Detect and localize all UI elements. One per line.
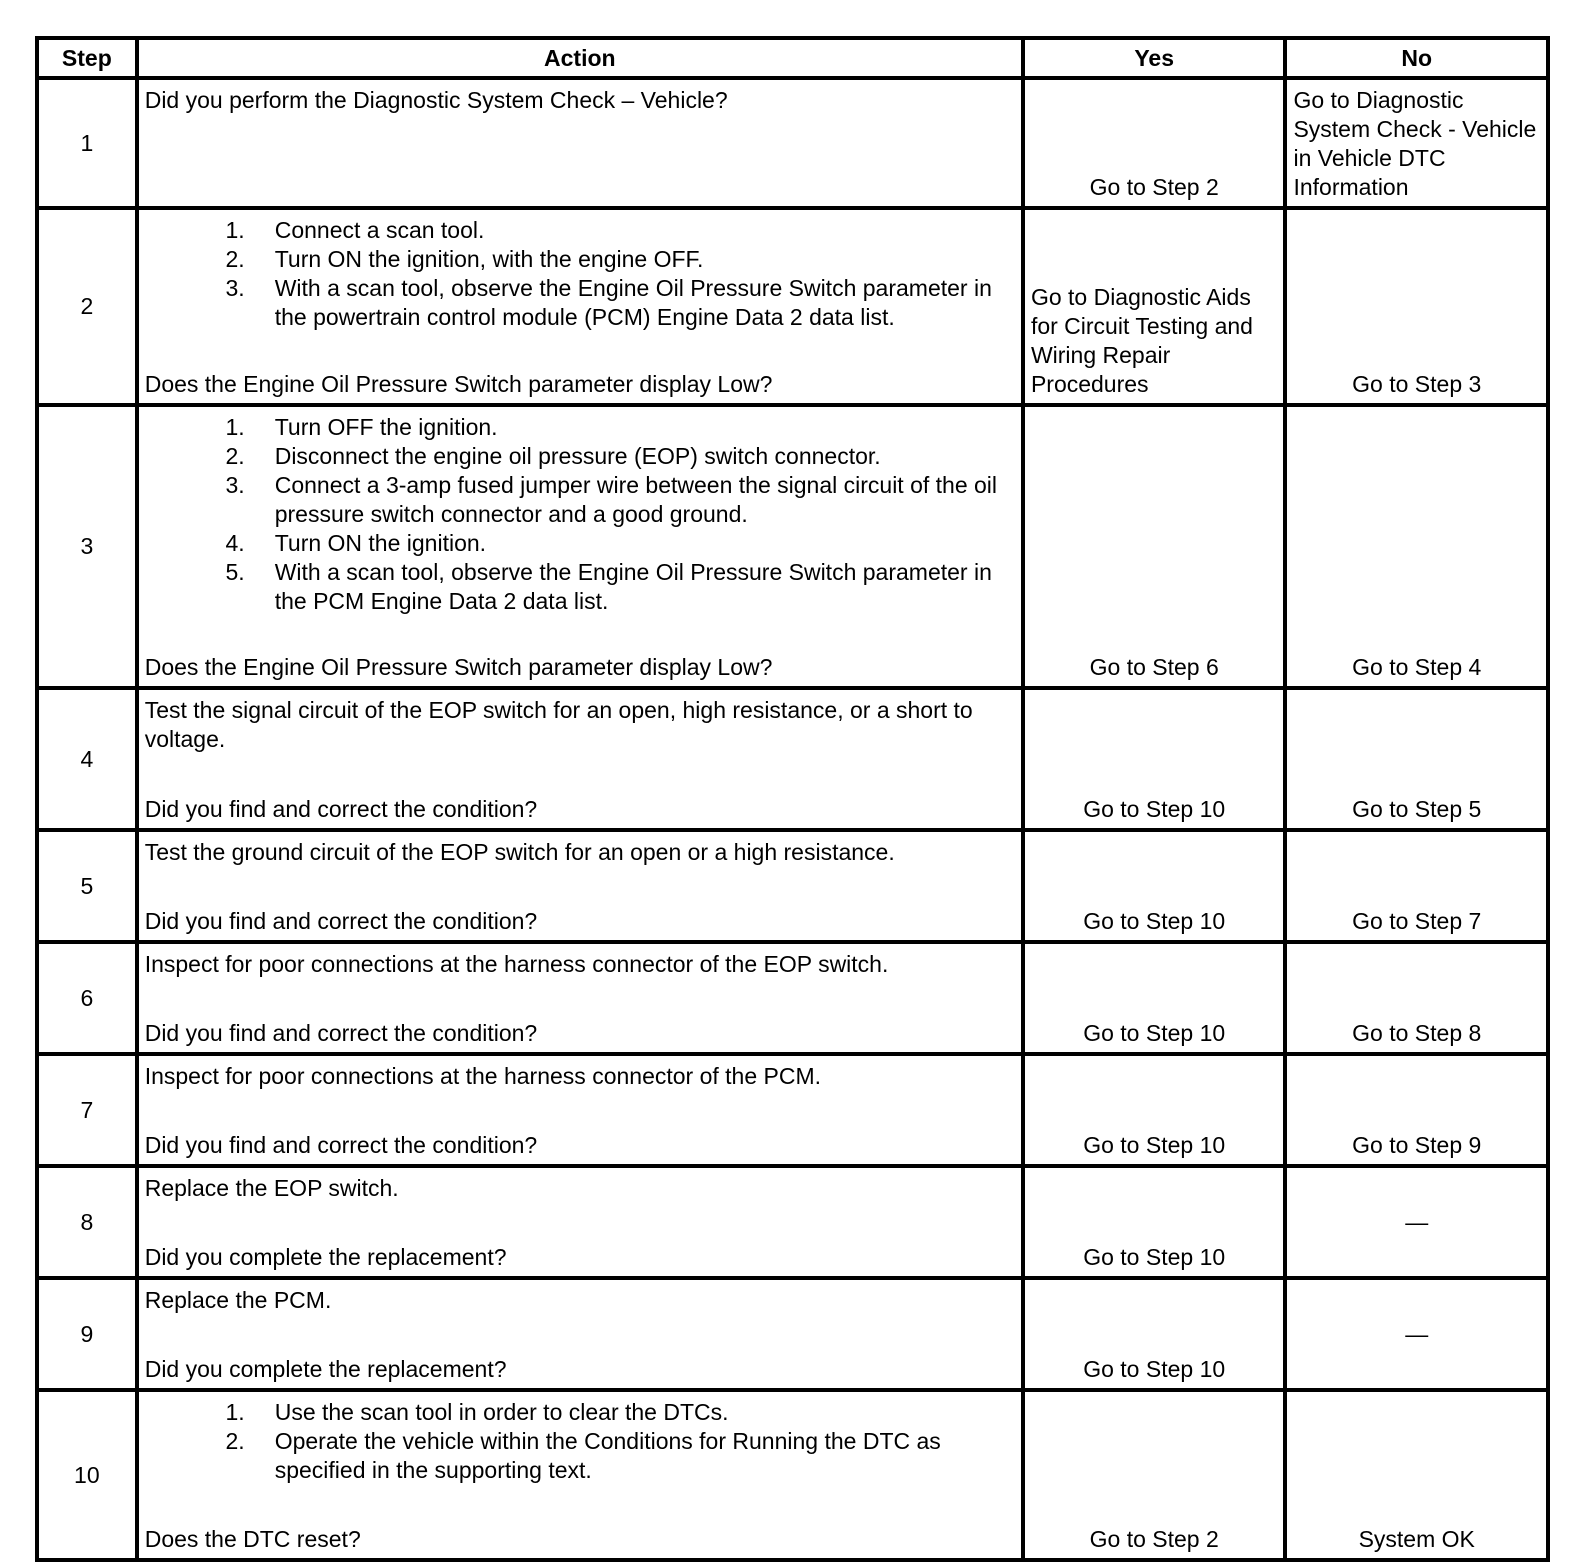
list-item: 2. Turn ON the ignition, with the engine OFF. xyxy=(225,246,704,272)
yes-cell: Go to Step 2 xyxy=(1023,78,1286,208)
action-steps xyxy=(145,216,1015,332)
action-text: Replace the PCM. xyxy=(144,1287,332,1313)
table-row xyxy=(37,830,1548,942)
no-cell: Go to Step 4 xyxy=(1285,405,1548,688)
list-item: 2. Operate the vehicle within the Conditions for Running the DTC as specified in the supporting text. xyxy=(225,1428,941,1483)
table-row xyxy=(37,942,1548,1054)
step-number: 5 xyxy=(37,830,137,942)
action-cell xyxy=(137,208,1023,405)
table-row xyxy=(37,1166,1548,1278)
action-question: Does the Engine Oil Pressure Switch parameter display Low? xyxy=(144,654,773,680)
action-question: Did you find and correct the condition? xyxy=(144,796,538,822)
no-cell: Go to Diagnostic System Check - Vehicle in Vehicle DTC Information xyxy=(1285,78,1548,208)
action-question: Did you find and correct the condition? xyxy=(144,1020,538,1046)
table-row xyxy=(37,1278,1548,1390)
action-cell xyxy=(137,1166,1023,1278)
header-yes: Yes xyxy=(1023,38,1286,78)
no-cell: Go to Step 8 xyxy=(1285,942,1548,1054)
action-cell xyxy=(137,830,1023,942)
action-cell xyxy=(137,688,1023,830)
no-cell: Go to Step 9 xyxy=(1285,1054,1548,1166)
action-text: Did you perform the Diagnostic System Check – Vehicle? xyxy=(144,87,728,113)
yes-cell: Go to Step 10 xyxy=(1023,942,1286,1054)
action-text: Replace the EOP switch. xyxy=(144,1175,399,1201)
yes-cell: Go to Diagnostic Aids for Circuit Testing and Wiring Repair Procedures xyxy=(1023,208,1286,405)
action-question: Did you complete the replacement? xyxy=(144,1244,507,1270)
action-cell xyxy=(137,942,1023,1054)
action-text: Inspect for poor connections at the harness connector of the PCM. xyxy=(144,1063,822,1089)
action-cell xyxy=(137,1390,1023,1560)
action-question: Did you find and correct the condition? xyxy=(144,1132,538,1158)
list-item: 3. With a scan tool, observe the Engine Oil Pressure Switch parameter in the powertrain control module (PCM) Engine Data 2 data list. xyxy=(225,275,992,330)
yes-cell: Go to Step 10 xyxy=(1023,1278,1286,1390)
step-number: 2 xyxy=(37,208,137,405)
action-cell xyxy=(137,1278,1023,1390)
action-question: Does the DTC reset? xyxy=(144,1526,361,1552)
action-text: Inspect for poor connections at the harness connector of the EOP switch. xyxy=(144,951,889,977)
step-number: 8 xyxy=(37,1166,137,1278)
list-item: 3. Connect a 3-amp fused jumper wire between the signal circuit of the oil pressure switch connector and a good ground. xyxy=(225,472,998,527)
table-row xyxy=(37,1390,1548,1560)
list-item: 5. With a scan tool, observe the Engine Oil Pressure Switch parameter in the PCM Engine Data 2 data list. xyxy=(225,559,992,614)
list-item: 1. Turn OFF the ignition. xyxy=(225,414,498,440)
yes-cell: Go to Step 6 xyxy=(1023,405,1286,688)
yes-cell: Go to Step 10 xyxy=(1023,688,1286,830)
action-cell xyxy=(137,78,1023,208)
action-question: Did you find and correct the condition? xyxy=(144,908,538,934)
step-number: 6 xyxy=(37,942,137,1054)
action-question: Did you complete the replacement? xyxy=(144,1356,507,1382)
step-number: 9 xyxy=(37,1278,137,1390)
action-cell xyxy=(137,1054,1023,1166)
action-steps xyxy=(145,1398,1015,1485)
list-item: 4. Turn ON the ignition. xyxy=(225,530,487,556)
table-row xyxy=(37,1054,1548,1166)
action-cell xyxy=(137,405,1023,688)
list-item: 1. Connect a scan tool. xyxy=(225,217,485,243)
yes-cell: Go to Step 2 xyxy=(1023,1390,1286,1560)
yes-cell: Go to Step 10 xyxy=(1023,1054,1286,1166)
list-item: 1. Use the scan tool in order to clear the DTCs. xyxy=(225,1399,729,1425)
table-row xyxy=(37,208,1548,405)
diagnostic-table xyxy=(35,36,1550,1562)
table-row xyxy=(37,78,1548,208)
list-item: 2. Disconnect the engine oil pressure (EOP) switch connector. xyxy=(225,443,881,469)
no-cell: — xyxy=(1285,1166,1548,1278)
yes-cell: Go to Step 10 xyxy=(1023,1166,1286,1278)
no-cell: Go to Step 7 xyxy=(1285,830,1548,942)
header-action: Action xyxy=(137,38,1023,78)
table-row xyxy=(37,405,1548,688)
no-cell: System OK xyxy=(1285,1390,1548,1560)
action-question: Does the Engine Oil Pressure Switch parameter display Low? xyxy=(144,371,773,397)
header-no: No xyxy=(1285,38,1548,78)
step-number: 3 xyxy=(37,405,137,688)
action-text: Test the signal circuit of the EOP switch for an open, high resistance, or a short to voltage. xyxy=(144,697,973,752)
step-number: 4 xyxy=(37,688,137,830)
action-steps xyxy=(145,413,1015,616)
table-row xyxy=(37,688,1548,830)
step-number: 7 xyxy=(37,1054,137,1166)
no-cell: — xyxy=(1285,1278,1548,1390)
yes-cell: Go to Step 10 xyxy=(1023,830,1286,942)
step-number: 10 xyxy=(37,1390,137,1560)
header-row xyxy=(37,38,1548,78)
step-number: 1 xyxy=(37,78,137,208)
no-cell: Go to Step 3 xyxy=(1285,208,1548,405)
no-cell: Go to Step 5 xyxy=(1285,688,1548,830)
header-step: Step xyxy=(37,38,137,78)
action-text: Test the ground circuit of the EOP switch for an open or a high resistance. xyxy=(144,839,895,865)
